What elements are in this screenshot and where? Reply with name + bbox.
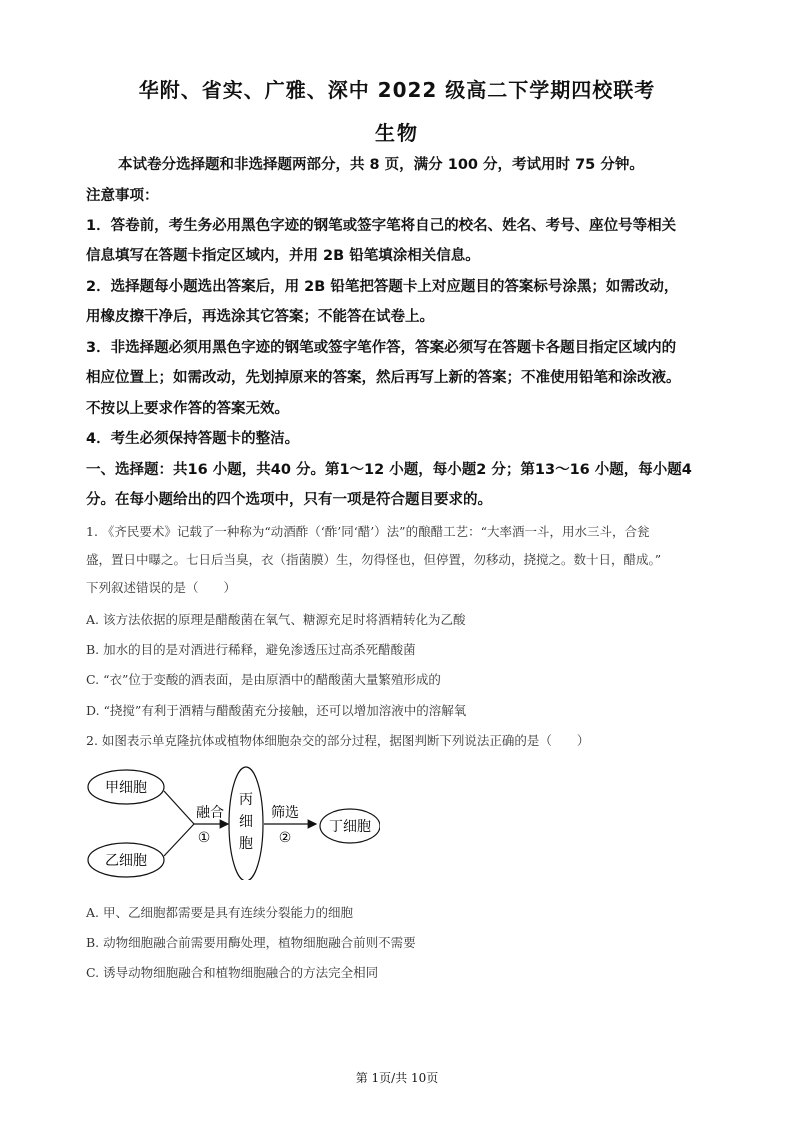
notice-line: 2．选择题每小题选出答案后，用 2B 铅笔把答题卡上对应题目的答案标号涂黑；如需改动， — [86, 279, 679, 295]
exam-title: 华附、省实、广雅、深中 2022 级高二下学期四校联考 — [138, 78, 656, 102]
q1-option-d: D. “挠搅”有利于酒精与醋酸菌充分接触，还可以增加溶液中的溶解氧 — [86, 703, 467, 718]
cell-d-label: 丁细胞 — [329, 819, 371, 835]
q2-option-c: C. 诱导动物细胞融合和植物细胞融合的方法完全相同 — [86, 965, 379, 980]
cell-c-label-3: 胞 — [239, 836, 253, 852]
notice-line: 不按以上要求作答的答案无效。 — [86, 401, 289, 417]
screening-step-number: ② — [278, 830, 292, 846]
screening-label: 筛选 — [271, 805, 299, 821]
fusion-step-number: ① — [197, 830, 211, 846]
notice-heading: 注意事项： — [86, 188, 159, 204]
q1-stem: 1. 《齐民要术》记载了一种称为“动酒酢（‘酢’同‘醋’）法”的酿醋工艺：“大率酒一斗，用水三斗，合瓮 — [86, 524, 650, 539]
merge-line-top — [164, 791, 194, 824]
section-heading: 一、选择题：共16 小题，共40 分。第1～12 小题，每小题2 分；第13～16 小题，每小题4 — [86, 462, 692, 478]
q2-option-b: B. 动物细胞融合前需要用酶处理，植物细胞融合前则不需要 — [86, 935, 416, 950]
subject-title: 生物 — [375, 121, 419, 145]
notice-line: 3．非选择题必须用黑色字迹的钢笔或签字笔作答，答案必须写在答题卡各题目指定区域内的 — [86, 340, 677, 356]
cell-c-label-1: 丙 — [239, 792, 253, 808]
cell-b-label: 乙细胞 — [105, 853, 147, 869]
q1-stem: 下列叙述错误的是（ ） — [86, 580, 237, 595]
exam-intro: 本试卷分选择题和非选择题两部分，共 8 页，满分 100 分，考试用时 75 分钟。 — [118, 157, 644, 173]
q2-stem: 2. 如图表示单克隆抗体或植物体细胞杂交的部分过程，据图判断下列说法正确的是（ ） — [86, 733, 590, 748]
section-heading: 分。在每小题给出的四个选项中，只有一项是符合题目要求的。 — [86, 492, 492, 508]
cell-a-label: 甲细胞 — [105, 780, 147, 796]
notice-line: 4．考生必须保持答题卡的整洁。 — [86, 431, 300, 447]
q1-option-b: B. 加水的目的是对酒进行稀释，避免渗透压过高杀死醋酸菌 — [86, 642, 416, 657]
q1-stem: 盛，置日中曝之。七日后当臭，衣（指菌膜）生，勿得怪也，但停置，勿移动，挠搅之。数十日，醋成。” — [86, 552, 662, 567]
q2-option-a: A. 甲、乙细胞都需要是具有连续分裂能力的细胞 — [86, 905, 353, 920]
notice-line: 1．答卷前，考生务必用黑色字迹的钢笔或签字笔将自己的校名、姓名、考号、座位号等相关 — [86, 218, 677, 234]
page-footer: 第 1页/共 10页 — [355, 1071, 439, 1085]
cell-c-label-2: 细 — [239, 814, 253, 830]
notice-line: 用橡皮擦干净后，再选涂其它答案；不能答在试卷上。 — [86, 309, 434, 325]
cell-fusion-diagram — [80, 760, 380, 880]
merge-line-bottom — [164, 824, 194, 856]
q1-option-c: C. “衣”位于变酸的酒表面，是由原酒中的醋酸菌大量繁殖形成的 — [86, 672, 441, 687]
notice-line: 相应位置上；如需改动，先划掉原来的答案，然后再写上新的答案；不准使用铅笔和涂改液。 — [86, 370, 681, 386]
fusion-label: 融合 — [196, 805, 224, 821]
notice-line: 信息填写在答题卡指定区域内，并用 2B 铅笔填涂相关信息。 — [86, 248, 480, 264]
q1-option-a: A. 该方法依据的原理是醋酸菌在氧气、糖源充足时将酒精转化为乙酸 — [86, 612, 466, 627]
